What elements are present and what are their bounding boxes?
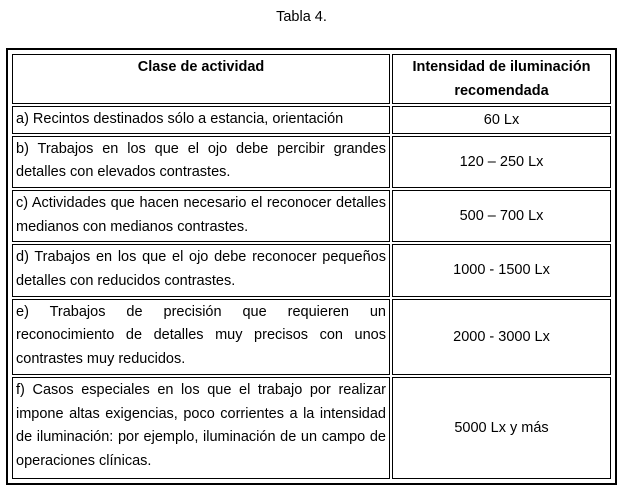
intensity-cell: 1000 - 1500 Lx — [392, 244, 611, 296]
activity-cell: d) Trabajos en los que el ojo debe reconocer pequeños detalles con reducidos contrastes. — [12, 244, 390, 296]
table-row — [12, 244, 611, 296]
intensity-cell: 500 – 700 Lx — [392, 190, 611, 242]
illumination-table-frame — [6, 48, 617, 485]
header-activity-class: Clase de actividad — [12, 54, 390, 104]
intensity-cell: 5000 Lx y más — [392, 377, 611, 479]
intensity-cell: 2000 - 3000 Lx — [392, 299, 611, 376]
activity-cell: b) Trabajos en los que el ojo debe percibir grandes detalles con elevados contrastes. — [12, 136, 390, 188]
activity-cell: c) Actividades que hacen necesario el reconocer detalles medianos con medianos contrastes. — [12, 190, 390, 242]
activity-cell: e) Trabajos de precisión que requieren un reconocimiento de detalles muy precisos con unos contrastes muy reducidos. — [12, 299, 390, 376]
illumination-table — [10, 52, 613, 481]
activity-cell: f) Casos especiales en los que el trabajo por realizar impone altas exigencias, poco corrientes a la intensidad de iluminación: por ejemplo, iluminación de un campo de operaciones clínicas. — [12, 377, 390, 479]
table-row — [12, 377, 611, 479]
intensity-cell: 120 – 250 Lx — [392, 136, 611, 188]
header-recommended-intensity: Intensidad de iluminación recomendada — [392, 54, 611, 104]
activity-cell: a) Recintos destinados sólo a estancia, orientación — [12, 106, 390, 134]
table-row — [12, 299, 611, 376]
table-header-row — [12, 54, 611, 104]
table-row — [12, 106, 611, 134]
table-row — [12, 190, 611, 242]
table-row — [12, 136, 611, 188]
table-caption: Tabla 4. — [276, 9, 327, 25]
intensity-cell: 60 Lx — [392, 106, 611, 134]
